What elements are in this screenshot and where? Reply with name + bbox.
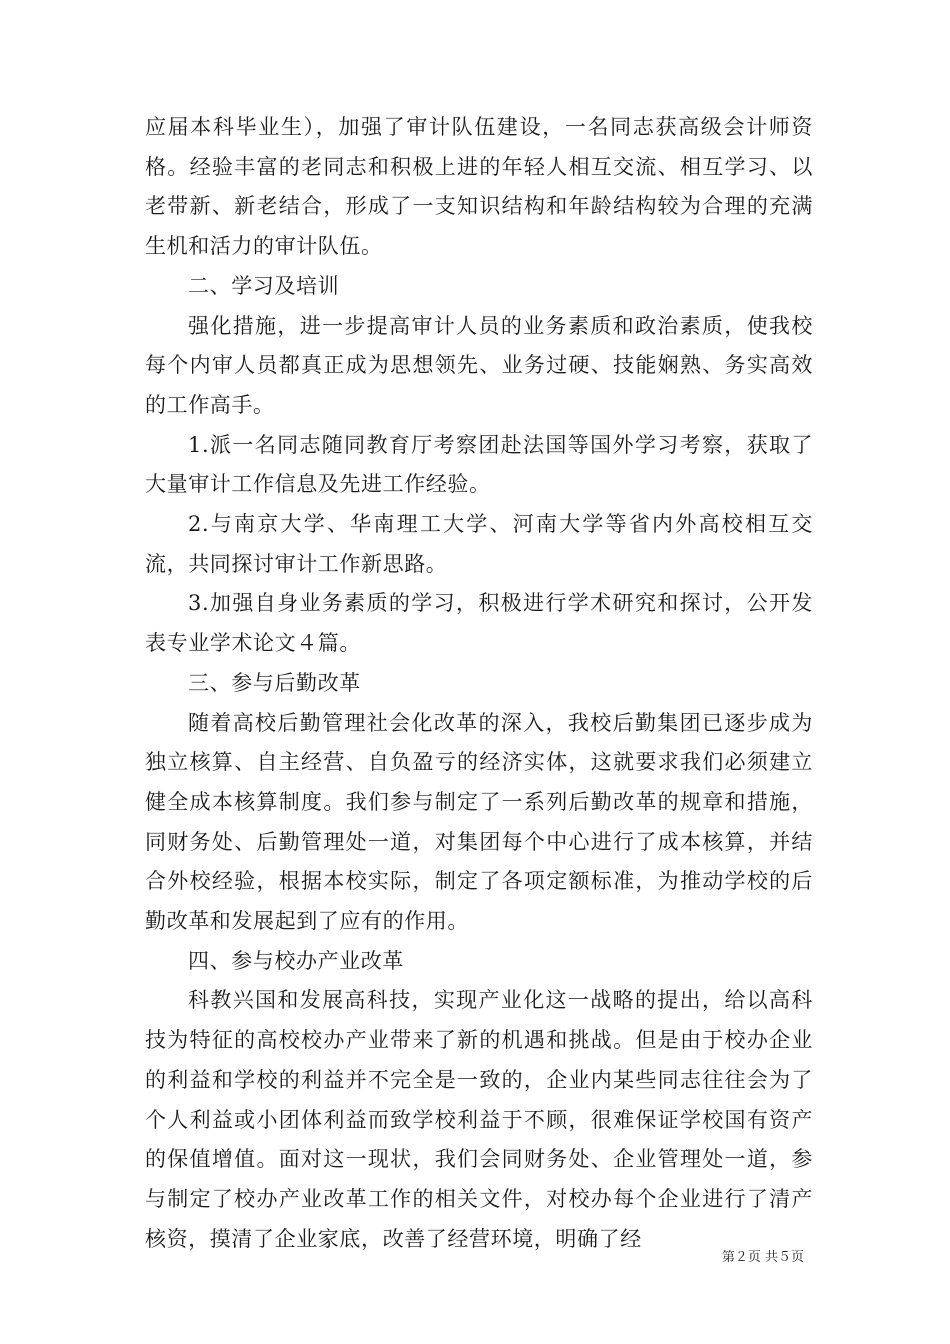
- document-body: [145, 108, 813, 1259]
- paragraph-strengthen-measures: 强化措施，进一步提高审计人员的业务素质和政治素质，使我校每个内审人员都真正成为思想领先、业务过硬、技能娴熟、务实高效的工作高手。: [145, 313, 813, 417]
- paragraph-logistics-reform: 随着高校后勤管理社会化改革的深入，我校后勤集团已逐步成为独立核算、自主经营、自负盈亏的经济实体，这就要求我们必须建立健全成本核算制度。我们参与制定了一系列后勤改革的规章和措施，同财务处、后勤管理处一道，对集团每个中心进行了成本核算，并结合外校经验，根据本校实际，制定了各项定额标准，为推动学校的后勤改革和发展起到了应有的作用。: [145, 710, 813, 934]
- heading-logistics-reform: 三、参与后勤改革: [188, 670, 361, 695]
- heading-school-industry-reform: 四、参与校办产业改革: [188, 948, 404, 973]
- heading-study-training: 二、学习及培训: [188, 273, 340, 298]
- paragraph-school-industry-reform: 科教兴国和发展高科技，实现产业化这一战略的提出，给以高科技为特征的高校校办产业带来了新的机遇和挑战。但是由于校办企业的利益和学校的利益并不完全是一致的，企业内某些同志往往会为了个人利益或小团体利益而致学校利益于不顾，很难保证学校国有资产的保值增值。面对这一现状，我们会同财务处、企业管理处一道，参与制定了校办产业改革工作的相关文件，对校办每个企业进行了清产核资，摸清了企业家底，改善了经营环境，明确了经: [145, 988, 813, 1251]
- list-item-university-exchange: 2.与南京大学、华南理工大学、河南大学等省内外高校相互交流，共同探讨审计工作新思路。: [145, 512, 813, 576]
- paragraph-audit-team: 应届本科毕业生），加强了审计队伍建设，一名同志获高级会计师资格。经验丰富的老同志和积极上进的年轻人相互交流、相互学习、以老带新、新老结合，形成了一支知识结构和年龄结构较为合理的充满生机和活力的审计队伍。: [145, 115, 813, 259]
- list-item-france-visit: 1.派一名同志随同教育厅考察团赴法国等国外学习考察，获取了大量审计工作信息及先进工作经验。: [145, 432, 813, 497]
- list-item-academic-papers: 3.加强自身业务素质的学习，积极进行学术研究和探讨，公开发表专业学术论文４篇。: [145, 591, 813, 656]
- page-number-footer: 第２页 共５页: [721, 1250, 804, 1265]
